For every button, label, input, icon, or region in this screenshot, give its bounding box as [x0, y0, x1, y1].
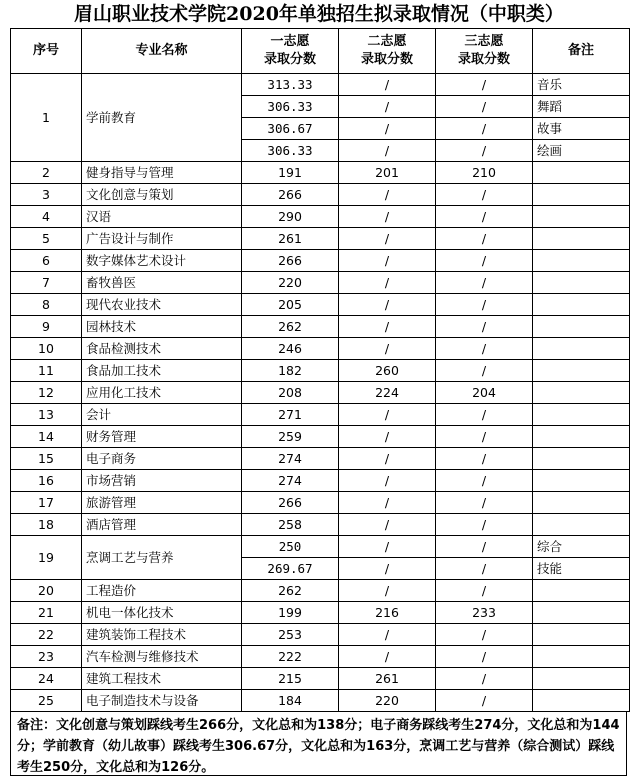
row-index: 6 — [11, 250, 82, 272]
row-third-score: / — [436, 140, 533, 162]
row-first-score: 290 — [242, 206, 339, 228]
row-remark — [533, 646, 630, 668]
row-index: 18 — [11, 514, 82, 536]
row-third-score: / — [436, 624, 533, 646]
row-third-score: / — [436, 338, 533, 360]
row-index: 15 — [11, 448, 82, 470]
row-remark — [533, 360, 630, 382]
row-first-score: 259 — [242, 426, 339, 448]
table-row — [11, 514, 630, 536]
row-third-score: / — [436, 536, 533, 558]
table-row — [11, 404, 630, 426]
row-second-score: / — [339, 96, 436, 118]
row-first-score: 274 — [242, 448, 339, 470]
table-row — [11, 426, 630, 448]
row-first-score: 184 — [242, 690, 339, 712]
row-first-score: 222 — [242, 646, 339, 668]
table-row — [11, 580, 630, 602]
row-remark: 故事 — [533, 118, 630, 140]
row-third-score: / — [436, 74, 533, 96]
row-first-score: 266 — [242, 492, 339, 514]
row-first-score: 262 — [242, 316, 339, 338]
row-major: 应用化工技术 — [82, 382, 242, 404]
row-third-score: / — [436, 96, 533, 118]
header-second-choice: 二志愿 录取分数 — [339, 29, 436, 74]
row-index: 8 — [11, 294, 82, 316]
row-index: 20 — [11, 580, 82, 602]
row-second-score: / — [339, 580, 436, 602]
table-row — [11, 294, 630, 316]
row-third-score: / — [436, 250, 533, 272]
row-second-score: / — [339, 404, 436, 426]
table-row — [11, 74, 630, 96]
table-row — [11, 206, 630, 228]
row-third-score: / — [436, 580, 533, 602]
row-index: 22 — [11, 624, 82, 646]
row-remark — [533, 492, 630, 514]
row-third-score: 233 — [436, 602, 533, 624]
table-row — [11, 272, 630, 294]
table-row — [11, 470, 630, 492]
table-row — [11, 624, 630, 646]
row-major: 广告设计与制作 — [82, 228, 242, 250]
row-index: 14 — [11, 426, 82, 448]
table-body — [11, 74, 630, 712]
row-second-score: / — [339, 316, 436, 338]
row-remark — [533, 668, 630, 690]
table-row — [11, 492, 630, 514]
row-index: 1 — [11, 74, 82, 162]
row-second-score: / — [339, 184, 436, 206]
table-row — [11, 360, 630, 382]
row-major: 汉语 — [82, 206, 242, 228]
row-major: 旅游管理 — [82, 492, 242, 514]
row-third-score: / — [436, 360, 533, 382]
page-title: 眉山职业技术学院2020年单独招生拟录取情况（中职类） — [74, 3, 564, 25]
row-index: 13 — [11, 404, 82, 426]
row-remark — [533, 228, 630, 250]
header-major: 专业名称 — [82, 29, 242, 74]
row-second-score: 201 — [339, 162, 436, 184]
row-major: 建筑工程技术 — [82, 668, 242, 690]
row-third-score: / — [436, 448, 533, 470]
row-major: 园林技术 — [82, 316, 242, 338]
table-row — [11, 536, 630, 558]
row-first-score: 205 — [242, 294, 339, 316]
row-remark — [533, 624, 630, 646]
row-remark — [533, 602, 630, 624]
row-major: 文化创意与策划 — [82, 184, 242, 206]
row-remark — [533, 272, 630, 294]
row-second-score: 224 — [339, 382, 436, 404]
row-third-score: / — [436, 228, 533, 250]
row-first-score: 220 — [242, 272, 339, 294]
row-remark: 音乐 — [533, 74, 630, 96]
row-first-score: 306.33 — [242, 96, 339, 118]
row-first-score: 182 — [242, 360, 339, 382]
row-third-score: / — [436, 294, 533, 316]
row-second-score: / — [339, 338, 436, 360]
table-row — [11, 382, 630, 404]
row-major: 学前教育 — [82, 74, 242, 162]
row-first-score: 250 — [242, 536, 339, 558]
row-third-score: / — [436, 272, 533, 294]
row-first-score: 269.67 — [242, 558, 339, 580]
row-remark: 绘画 — [533, 140, 630, 162]
row-second-score: / — [339, 74, 436, 96]
row-second-score: / — [339, 492, 436, 514]
row-index: 2 — [11, 162, 82, 184]
row-major: 酒店管理 — [82, 514, 242, 536]
row-third-score: / — [436, 668, 533, 690]
row-major: 烹调工艺与营养 — [82, 536, 242, 580]
row-index: 23 — [11, 646, 82, 668]
row-third-score: / — [436, 184, 533, 206]
row-major: 健身指导与管理 — [82, 162, 242, 184]
row-second-score: / — [339, 470, 436, 492]
row-first-score: 199 — [242, 602, 339, 624]
row-remark — [533, 514, 630, 536]
row-second-score: 220 — [339, 690, 436, 712]
row-first-score: 306.33 — [242, 140, 339, 162]
row-second-score: / — [339, 558, 436, 580]
table-row — [11, 316, 630, 338]
row-second-score: / — [339, 118, 436, 140]
row-index: 11 — [11, 360, 82, 382]
table-row — [11, 162, 630, 184]
row-second-score: / — [339, 228, 436, 250]
row-remark: 技能 — [533, 558, 630, 580]
row-first-score: 271 — [242, 404, 339, 426]
row-remark — [533, 426, 630, 448]
row-third-score: / — [436, 206, 533, 228]
table-row — [11, 668, 630, 690]
row-remark — [533, 294, 630, 316]
row-major: 食品加工技术 — [82, 360, 242, 382]
row-major: 会计 — [82, 404, 242, 426]
header-index: 序号 — [11, 29, 82, 74]
row-first-score: 246 — [242, 338, 339, 360]
row-third-score: 204 — [436, 382, 533, 404]
row-second-score: / — [339, 140, 436, 162]
row-first-score: 306.67 — [242, 118, 339, 140]
row-remark — [533, 448, 630, 470]
row-index: 16 — [11, 470, 82, 492]
row-remark — [533, 316, 630, 338]
row-index: 7 — [11, 272, 82, 294]
row-first-score: 262 — [242, 580, 339, 602]
header-first-choice: 一志愿 录取分数 — [242, 29, 339, 74]
row-index: 5 — [11, 228, 82, 250]
row-third-score: / — [436, 404, 533, 426]
footnote: 备注：文化创意与策划踩线考生266分，文化总和为138分；电子商务踩线考生274分，文化总和为144分；学前教育（幼儿故事）踩线考生306.67分，文化总和为163分，烹调工艺与营养（综合测试）踩线考生250分，文化总和为126分。 — [10, 711, 627, 776]
row-index: 10 — [11, 338, 82, 360]
row-major: 财务管理 — [82, 426, 242, 448]
row-second-score: / — [339, 272, 436, 294]
row-third-score: / — [436, 558, 533, 580]
row-index: 4 — [11, 206, 82, 228]
table-row — [11, 448, 630, 470]
row-remark — [533, 162, 630, 184]
row-first-score: 215 — [242, 668, 339, 690]
row-remark — [533, 338, 630, 360]
row-major: 汽车检测与维修技术 — [82, 646, 242, 668]
row-second-score: / — [339, 536, 436, 558]
header-remark: 备注 — [533, 29, 630, 74]
row-third-score: 210 — [436, 162, 533, 184]
row-third-score: / — [436, 118, 533, 140]
row-index: 21 — [11, 602, 82, 624]
row-remark — [533, 404, 630, 426]
row-index: 25 — [11, 690, 82, 712]
row-first-score: 258 — [242, 514, 339, 536]
row-remark — [533, 382, 630, 404]
row-major: 工程造价 — [82, 580, 242, 602]
row-index: 19 — [11, 536, 82, 580]
row-remark — [533, 470, 630, 492]
row-first-score: 261 — [242, 228, 339, 250]
table-row — [11, 690, 630, 712]
row-second-score: / — [339, 250, 436, 272]
row-major: 畜牧兽医 — [82, 272, 242, 294]
row-major: 机电一体化技术 — [82, 602, 242, 624]
row-remark: 综合 — [533, 536, 630, 558]
table-row — [11, 646, 630, 668]
header-row — [11, 29, 630, 74]
row-third-score: / — [436, 316, 533, 338]
row-third-score: / — [436, 426, 533, 448]
row-first-score: 208 — [242, 382, 339, 404]
row-second-score: / — [339, 624, 436, 646]
row-major: 电子制造技术与设备 — [82, 690, 242, 712]
row-second-score: / — [339, 426, 436, 448]
row-major: 数字媒体艺术设计 — [82, 250, 242, 272]
row-remark — [533, 690, 630, 712]
row-remark — [533, 206, 630, 228]
row-second-score: 261 — [339, 668, 436, 690]
table-row — [11, 250, 630, 272]
row-first-score: 191 — [242, 162, 339, 184]
row-index: 17 — [11, 492, 82, 514]
row-first-score: 253 — [242, 624, 339, 646]
row-third-score: / — [436, 646, 533, 668]
row-second-score: / — [339, 294, 436, 316]
row-second-score: / — [339, 646, 436, 668]
table-row — [11, 228, 630, 250]
row-remark — [533, 580, 630, 602]
row-remark — [533, 250, 630, 272]
row-remark: 舞蹈 — [533, 96, 630, 118]
row-major: 建筑装饰工程技术 — [82, 624, 242, 646]
row-index: 3 — [11, 184, 82, 206]
table-row — [11, 338, 630, 360]
row-second-score: / — [339, 514, 436, 536]
row-third-score: / — [436, 690, 533, 712]
row-index: 9 — [11, 316, 82, 338]
header-third-choice: 三志愿 录取分数 — [436, 29, 533, 74]
admission-table — [10, 28, 630, 712]
row-first-score: 313.33 — [242, 74, 339, 96]
row-major: 市场营销 — [82, 470, 242, 492]
row-second-score: / — [339, 206, 436, 228]
row-second-score: 216 — [339, 602, 436, 624]
row-third-score: / — [436, 492, 533, 514]
table-row — [11, 602, 630, 624]
row-third-score: / — [436, 514, 533, 536]
row-index: 24 — [11, 668, 82, 690]
row-second-score: / — [339, 448, 436, 470]
row-third-score: / — [436, 470, 533, 492]
row-major: 电子商务 — [82, 448, 242, 470]
table-row — [11, 184, 630, 206]
row-second-score: 260 — [339, 360, 436, 382]
row-first-score: 274 — [242, 470, 339, 492]
row-index: 12 — [11, 382, 82, 404]
row-remark — [533, 184, 630, 206]
row-major: 现代农业技术 — [82, 294, 242, 316]
row-major: 食品检测技术 — [82, 338, 242, 360]
row-first-score: 266 — [242, 250, 339, 272]
row-first-score: 266 — [242, 184, 339, 206]
